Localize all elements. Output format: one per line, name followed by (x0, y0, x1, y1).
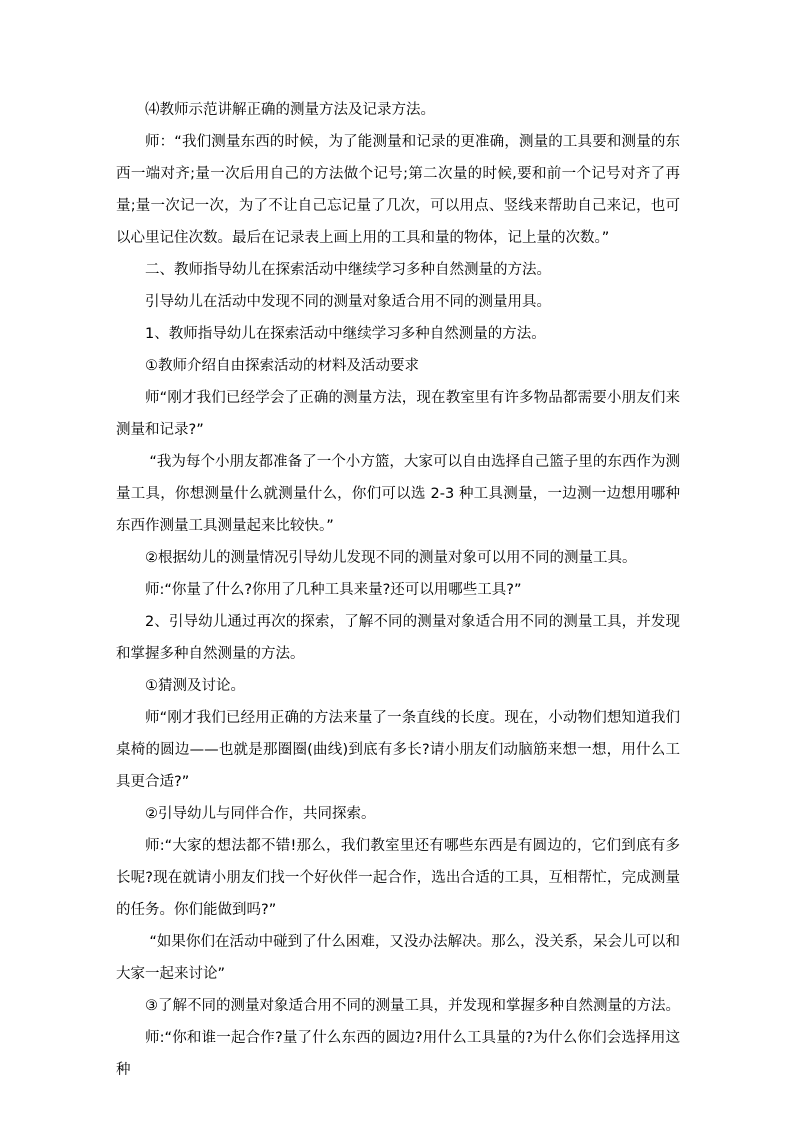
paragraph-teacher-quote-who-with: 师:“你和谁一起合作?量了什么东西的圆边?用什么工具量的?为什么你们会选择用这种 (116, 1030, 680, 1078)
paragraph-teacher-quote-curve: 师“刚才我们已经用正确的方法来量了一条直线的长度。现在，小动物们想知道我们桌椅的圆边——也就是那圈圈(曲线)到底有多长?请小朋友们动脑筋来想一想，用什么工具更合适?” (116, 710, 680, 790)
paragraph-item-1-heading: 1、教师指导幼儿在探索活动中继续学习多种自然测量的方法。 (145, 326, 546, 342)
paragraph-sub-2-cooperate: ②引导幼儿与同伴合作，共同探索。 (145, 806, 376, 822)
paragraph-sub-1-guess: ①猜测及讨论。 (145, 678, 245, 694)
paragraph-sub-2-guidance: ②根据幼儿的测量情况引导幼儿发现不同的测量对象可以用不同的测量工具。 (145, 550, 637, 566)
document-page (116, 94, 680, 1086)
paragraph-quote-basket: “我为每个小朋友都准备了一个小方篮，大家可以自由选择自己篮子里的东西作为测量工具，你想测量什么就测量什么，你们可以选 2-3 种工具测量，一边测一边想用哪种东西作测量工具测量起来比较快。” (116, 454, 680, 534)
paragraph-section-two-heading: 二、教师指导幼儿在探索活动中继续学习多种自然测量的方法。 (145, 262, 551, 278)
paragraph-teacher-quote-measuring: 师：“我们测量东西的时候，为了能测量和记录的更准确，测量的工具要和测量的东西一端对齐;量一次后用自己的方法做个记号;第二次量的时候,要和前一个记号对齐了再量;量一次记一次，为了不让自己忘记量了几次，可以用点、竖线来帮助自己来记，也可以心里记住次数。最后在记录表上画上用的工具和量的物体，记上量的次数。” (116, 134, 680, 246)
paragraph-quote-difficulty: “如果你们在活动中碰到了什么困难，又没办法解决。那么，没关系，呆会儿可以和大家一起来讨论” (116, 934, 680, 982)
paragraph-teacher-quote-partners: 师:“大家的想法都不错!那么，我们教室里还有哪些东西是有圆边的，它们到底有多长呢?现在就请小朋友们找一个好伙伴一起合作，选出合适的工具，互相帮忙，完成测量的任务。你们能做到吗?” (116, 838, 680, 918)
paragraph-step-4-heading: ⑷教师示范讲解正确的测量方法及记录方法。 (145, 102, 435, 118)
paragraph-teacher-quote-what-measured: 师:“你量了什么?你用了几种工具来量?还可以用哪些工具?” (145, 582, 522, 598)
paragraph-item-2-heading: 2、引导幼儿通过再次的探索，了解不同的测量对象适合用不同的测量工具，并发现和掌握多种自然测量的方法。 (116, 614, 680, 662)
paragraph-teacher-quote-classroom: 师“刚才我们已经学会了正确的测量方法，现在教室里有许多物品都需要小朋友们来测量和记录?” (116, 390, 680, 438)
paragraph-sub-1-materials: ①教师介绍自由探索活动的材料及活动要求 (145, 358, 419, 374)
paragraph-sub-3-understand: ③了解不同的测量对象适合用不同的测量工具，并发现和掌握多种自然测量的方法。 (145, 998, 680, 1014)
paragraph-guide-discovery: 引导幼儿在活动中发现不同的测量对象适合用不同的测量用具。 (145, 294, 551, 310)
